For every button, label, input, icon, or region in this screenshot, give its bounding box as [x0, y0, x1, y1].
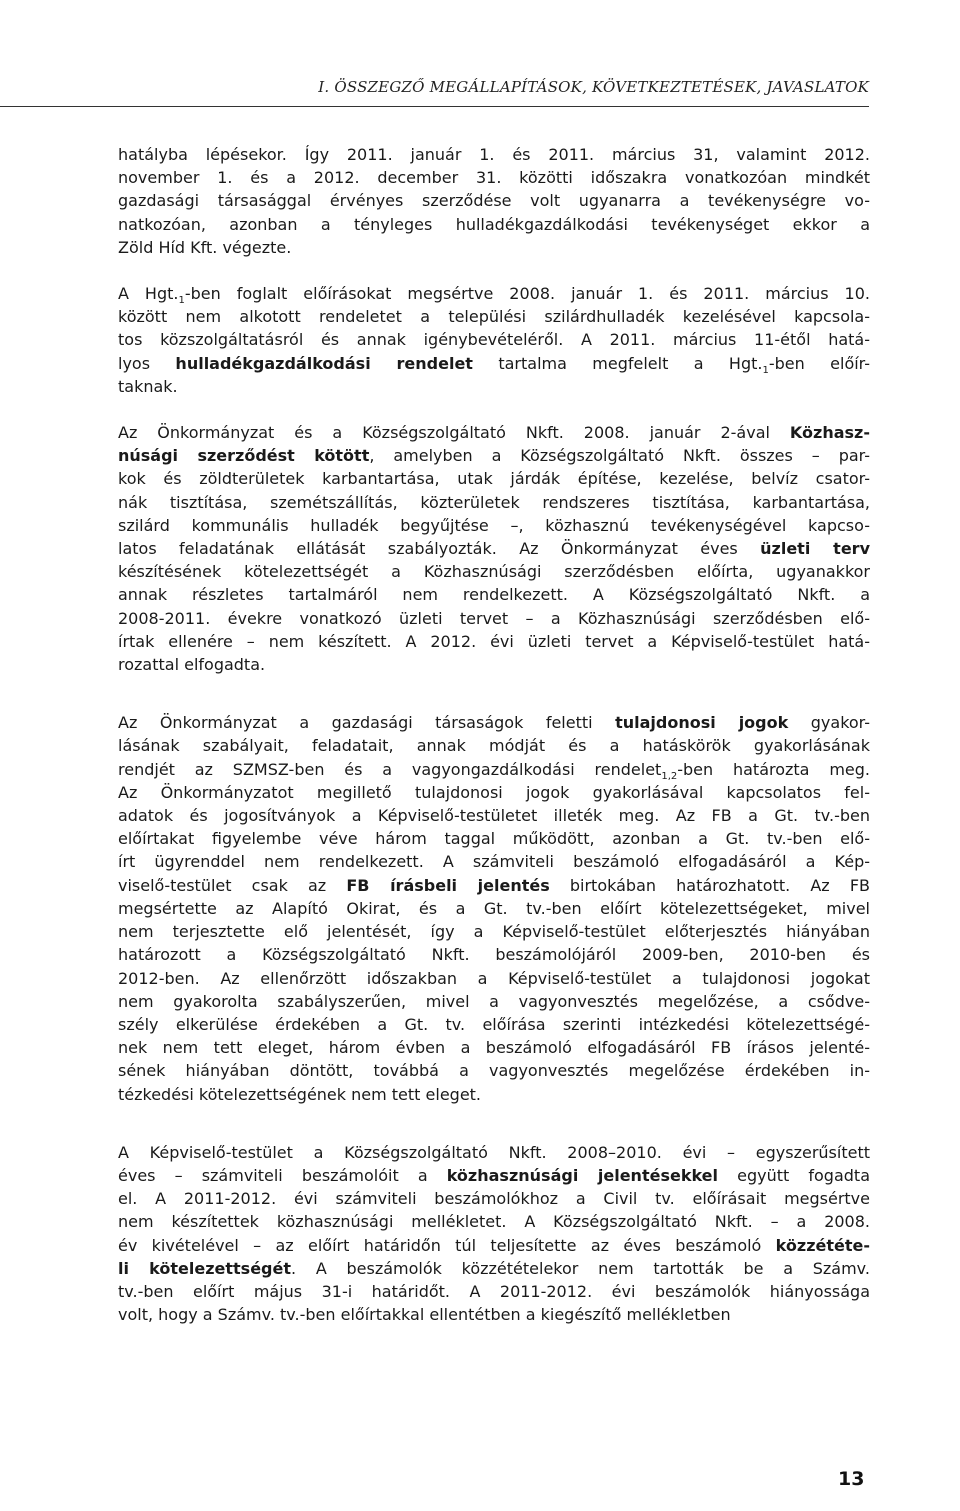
text-run: írt ügyrenddel nem rendelkezett. A számviteli beszámoló elfogadásáról a Kép-	[118, 852, 870, 872]
bold-term: li kötelezettségét	[118, 1258, 292, 1278]
text-line	[118, 734, 870, 757]
text-run: -ben előír-	[768, 353, 871, 373]
subscript: 1,2	[661, 770, 678, 782]
body-text	[118, 143, 870, 1326]
text-line	[118, 352, 870, 375]
text-run: A Képviselő-testület a Községszolgáltató Nkft. 2008–2010. évi – egyszerűsített	[118, 1142, 870, 1162]
text-line	[118, 444, 870, 467]
text-line	[118, 514, 870, 537]
text-run: , amelyben a Községszolgáltató Nkft. összes – par-	[369, 446, 870, 466]
text-line	[118, 967, 870, 990]
text-run: szély elkerülése érdekében a Gt. tv. előírása szerinti intézkedési kötelezettségé-	[118, 1014, 870, 1034]
text-run: nem gyakorolta szabályszerűen, mivel a vagyonvesztés megelőzése, a csődve-	[118, 991, 870, 1011]
text-run: kok és zöldterületek karbantartása, utak járdák építése, kezelése, belvíz csator-	[118, 469, 870, 489]
text-line	[118, 166, 870, 189]
text-line	[118, 560, 870, 583]
text-run: tos közszolgáltatásról és annak igénybevételéről. A 2011. március 11-étől hatá-	[118, 330, 870, 350]
text-run: Az Önkormányzatot megillető tulajdonosi jogok gyakorlásával kapcsolatos fel-	[118, 782, 870, 802]
text-line	[118, 1257, 870, 1280]
text-run: annak részletes tartalmáról nem rendelkezett. A Községszolgáltató Nkft. a	[118, 585, 870, 605]
text-run: november 1. és a 2012. december 31. közötti időszakra vonatkozóan mindkét	[118, 168, 870, 188]
text-run: Zöld Híd Kft. végezte.	[118, 237, 292, 257]
text-line	[118, 781, 870, 804]
text-run: A Hgt.	[118, 284, 179, 304]
text-run: sének hiányában döntött, továbbá a vagyonvesztés megelőzése érdekében in-	[118, 1061, 870, 1081]
text-line	[118, 491, 870, 514]
text-run: adatok és jogosítványok a Képviselő-testületet illeték meg. Az FB a Gt. tv.-ben	[118, 806, 870, 826]
text-line	[118, 143, 870, 166]
text-line	[118, 758, 870, 781]
running-header: I. ÖSSZEGZŐ MEGÁLLAPÍTÁSOK, KÖVETKEZTETÉSEK, JAVASLATOK	[318, 78, 869, 96]
text-line	[118, 1210, 870, 1233]
text-run: év kivételével – az előírt határidőn túl teljesítette az éves beszámoló	[118, 1235, 776, 1255]
text-run: -ben foglalt előírásokat megsértve 2008. január 1. és 2011. március 10.	[184, 284, 871, 304]
text-line	[118, 421, 870, 444]
text-line	[118, 897, 870, 920]
bold-term: közhasznúsági jelentésekkel	[446, 1165, 719, 1185]
bold-term: üzleti terv	[760, 539, 870, 559]
text-run: tv.-ben előírt május 31-i határidőt. A 2011-2012. évi beszámolók hiányossága	[118, 1281, 870, 1301]
text-run: tézkedési kötelezettségének nem tett eleget.	[118, 1084, 482, 1104]
text-run: együtt fogadta	[718, 1165, 870, 1185]
text-line	[118, 1013, 870, 1036]
text-run: -ben határozta meg.	[677, 759, 870, 779]
text-run: éves – számviteli beszámolóit a	[118, 1165, 447, 1185]
text-run: megsértette az Alapító Okirat, és a Gt. tv.-ben előírt kötelezettségeket, mivel	[118, 898, 870, 918]
page-number: 13	[838, 1468, 865, 1490]
text-run: Az Önkormányzat és a Községszolgáltató Nkft. 2008. január 2-ával	[118, 423, 790, 443]
text-line	[118, 537, 870, 560]
bold-term: hulladékgazdálkodási rendelet	[175, 353, 473, 373]
text-run: gyakor-	[788, 713, 871, 733]
text-line	[118, 1280, 870, 1303]
text-run: nem terjesztette elő jelentését, így a Képviselő-testület előterjesztés hiányában	[118, 922, 870, 942]
text-run: viselő-testület csak az	[118, 875, 347, 895]
text-line	[118, 236, 870, 259]
text-run: gazdasági társasággal érvényes szerződése volt ugyanarra a tevékenységre vo-	[118, 191, 870, 211]
text-run: el. A 2011-2012. évi számviteli beszámolókhoz a Civil tv. előírásait megsértve	[118, 1189, 870, 1209]
text-line	[118, 874, 870, 897]
text-line	[118, 827, 870, 850]
text-line	[118, 990, 870, 1013]
paragraph-4	[118, 711, 870, 1105]
text-line	[118, 1083, 870, 1106]
header-rule	[0, 106, 869, 107]
text-run: készítésének kötelezettségét a Közhasznúsági szerződésben előírta, ugyanakkor	[118, 562, 870, 582]
text-run: nák tisztítása, szemétszállítás, közterületek rendszeres tisztítása, karbantartása,	[118, 492, 870, 512]
text-line	[118, 282, 870, 305]
text-line	[118, 607, 870, 630]
paragraph-2	[118, 282, 870, 398]
text-run: volt, hogy a Számv. tv.-ben előírtakkal ellentétben a kiegészítő mellékletben	[118, 1305, 731, 1325]
text-run: 2008-2011. évekre vonatkozó üzleti tervet – a Közhasznúsági szerződésben elő-	[118, 608, 870, 628]
text-line	[118, 213, 870, 236]
text-run: hatályba lépésekor. Így 2011. január 1. és 2011. március 31, valamint 2012.	[118, 145, 870, 164]
text-line	[118, 467, 870, 490]
text-line	[118, 189, 870, 212]
text-line	[118, 850, 870, 873]
text-line	[118, 1303, 870, 1326]
text-run: birtokában határozhatott. Az FB	[549, 875, 871, 895]
text-run: latos feladatának ellátását szabályozták. Az Önkormányzat éves	[118, 539, 761, 559]
text-line	[118, 305, 870, 328]
text-line	[118, 1234, 870, 1257]
text-line	[118, 583, 870, 606]
subscript: 1	[178, 295, 185, 307]
text-run: lyos	[118, 353, 176, 373]
text-run: szilárd kommunális hulladék begyűjtése –, közhasznú tevékenységével kapcso-	[118, 515, 870, 535]
bold-term: núsági szerződést kötött	[118, 446, 370, 466]
subscript: 1	[762, 364, 769, 376]
text-run: között nem alkotott rendeletet a települési szilárdhulladék kezelésével kapcsola-	[118, 307, 870, 327]
text-run: . A beszámolók közzétételekor nem tartották be a Számv.	[291, 1258, 870, 1278]
text-line	[118, 653, 870, 676]
text-line	[118, 375, 870, 398]
text-run: rendjét az SZMSZ-ben és a vagyongazdálkodási rendelet	[118, 759, 662, 779]
text-line	[118, 328, 870, 351]
bold-term: Közhasz-	[789, 423, 870, 443]
text-run: előírtakat figyelembe véve három taggal működött, azonban a Gt. tv.-ben elő-	[118, 829, 870, 849]
text-line	[118, 1141, 870, 1164]
text-line	[118, 943, 870, 966]
text-line	[118, 711, 870, 734]
text-run: nem készítettek közhasznúsági mellékletet. A Községszolgáltató Nkft. – a 2008.	[118, 1212, 870, 1232]
bold-term: tulajdonosi jogok	[615, 713, 789, 733]
text-line	[118, 1036, 870, 1059]
text-run: Az Önkormányzat a gazdasági társaságok feletti	[118, 713, 616, 733]
text-line	[118, 920, 870, 943]
text-line	[118, 1059, 870, 1082]
text-line	[118, 804, 870, 827]
bold-term: közzététe-	[775, 1235, 870, 1255]
text-run: írtak ellenére – nem készített. A 2012. évi üzleti tervet a Képviselő-testület hatá-	[118, 631, 870, 651]
text-run: 2012-ben. Az ellenőrzött időszakban a Képviselő-testület a tulajdonosi jogokat	[118, 968, 870, 988]
paragraph-3	[118, 421, 870, 676]
text-run: tartalma megfelelt a Hgt.	[472, 353, 763, 373]
text-run: határozott a Községszolgáltató Nkft. beszámolójáról 2009-ben, 2010-ben és	[118, 945, 870, 965]
paragraph-5	[118, 1141, 870, 1327]
text-run: natkozóan, azonban a tényleges hulladékgazdálkodási tevékenységet ekkor a	[118, 214, 870, 234]
text-run: taknak.	[118, 376, 178, 396]
text-line	[118, 1164, 870, 1187]
text-run: nek nem tett eleget, három évben a beszámoló elfogadásáról FB írásos jelenté-	[118, 1038, 870, 1058]
text-line	[118, 1187, 870, 1210]
paragraph-1	[118, 143, 870, 259]
bold-term: FB írásbeli jelentés	[346, 875, 550, 895]
text-run: rozattal elfogadta.	[118, 655, 266, 675]
text-run: lásának szabályait, feladatait, annak módját és a hatáskörök gyakorlásának	[118, 736, 870, 756]
text-line	[118, 630, 870, 653]
